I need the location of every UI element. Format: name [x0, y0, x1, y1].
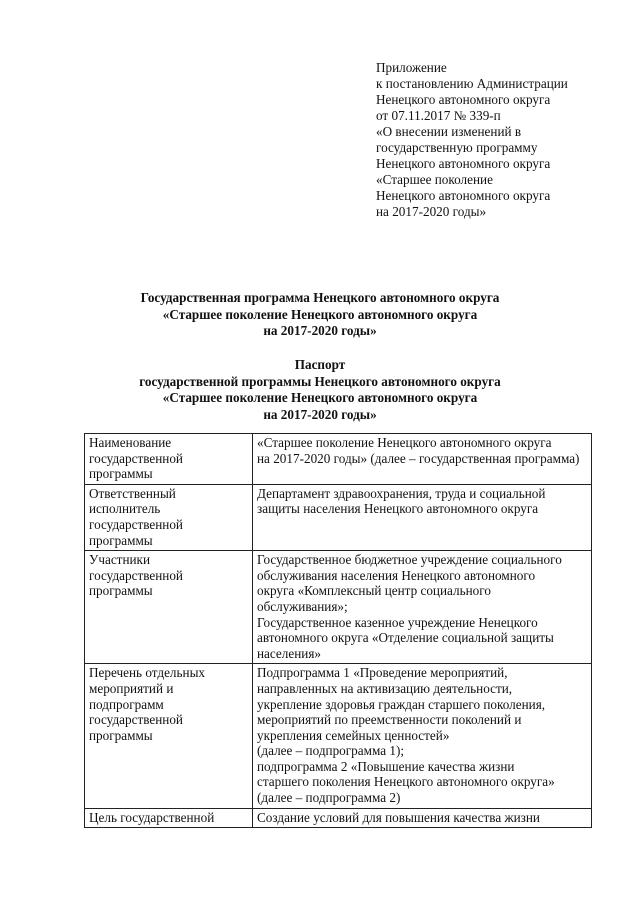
- appendix-line: к постановлению Администрации: [376, 76, 568, 91]
- label-line: программы: [89, 727, 153, 743]
- appendix-line: на 2017-2020 годы»: [376, 204, 487, 219]
- label-line: Наименование: [89, 435, 172, 450]
- value-line: населения»: [257, 645, 321, 661]
- value-line: мероприятий по преемственности поколений и: [257, 712, 522, 728]
- value-line: автономного округа «Отделение социальной защиты: [257, 630, 554, 646]
- appendix-line: государственную программу: [376, 140, 538, 155]
- label-line: Участники: [89, 552, 151, 568]
- appendix-block: [376, 60, 626, 220]
- row-label-cell: [85, 434, 253, 485]
- appendix-line: от 07.11.2017 № 339-п: [376, 108, 501, 123]
- value-line: направленных на активизацию деятельности,: [257, 680, 513, 696]
- appendix-line: «Старшее поколение: [376, 172, 493, 187]
- appendix-line: Ненецкого автономного округа: [376, 188, 551, 203]
- label-line: мероприятий и: [89, 680, 174, 696]
- table-row: [85, 664, 592, 808]
- value-line: укрепления семейных ценностей»: [257, 727, 450, 743]
- value-line: «Старшее поколение Ненецкого автономного округа: [257, 435, 552, 450]
- appendix-line: Ненецкого автономного округа: [376, 92, 551, 107]
- label-line: Ответственный: [89, 485, 176, 501]
- row-label-cell: [85, 551, 253, 664]
- label-line: программы: [89, 466, 153, 482]
- passport-title-line: «Старшее поколение Ненецкого автономного округа: [162, 390, 478, 405]
- passport-title-line: на 2017-2020 годы»: [263, 406, 377, 422]
- table-row: [85, 484, 592, 550]
- label-line: подпрограмм: [89, 696, 164, 712]
- table-row: [85, 551, 592, 664]
- row-label-cell: [85, 664, 253, 808]
- row-value-cell: [253, 808, 592, 828]
- table-row: [85, 434, 592, 485]
- program-title: [60, 290, 580, 340]
- program-title-line: Государственная программа Ненецкого автономного округа: [140, 290, 500, 305]
- label-line: программы: [89, 583, 153, 599]
- value-line: округа «Комплексный центр социального: [257, 583, 491, 599]
- passport-title-line: Паспорт: [294, 357, 346, 372]
- appendix-line: Ненецкого автономного округа: [376, 156, 551, 171]
- value-line: подпрограмма 2 «Повышение качества жизни: [257, 758, 515, 774]
- value-line: старшего поколения Ненецкого автономного округа»: [257, 774, 555, 790]
- passport-table: [84, 433, 592, 828]
- label-line: Цель государственной: [89, 809, 215, 825]
- row-label-cell: [85, 484, 253, 550]
- label-line: исполнитель: [89, 501, 161, 517]
- value-line: на 2017-2020 годы» (далее – государственная программа): [257, 450, 580, 466]
- value-line: Создание условий для повышения качества жизни: [257, 809, 540, 825]
- value-line: Государственное казенное учреждение Ненецкого: [257, 614, 538, 630]
- row-value-cell: [253, 551, 592, 664]
- label-line: государственной: [89, 450, 183, 466]
- program-title-line: «Старшее поколение Ненецкого автономного округа: [162, 306, 478, 322]
- passport-title: [60, 357, 580, 423]
- value-line: (далее – подпрограмма 2): [257, 790, 401, 806]
- label-line: государственной: [89, 712, 183, 728]
- row-label-cell: [85, 808, 253, 828]
- label-line: Перечень отдельных: [89, 665, 206, 681]
- label-line: программы: [89, 532, 153, 548]
- program-title-line: на 2017-2020 годы»: [263, 323, 377, 338]
- row-value-cell: [253, 484, 592, 550]
- value-line: Государственное бюджетное учреждение социального: [257, 552, 562, 568]
- value-line: обслуживания населения Ненецкого автономного: [257, 567, 536, 583]
- value-line: обслуживания»;: [257, 598, 348, 614]
- label-line: государственной: [89, 567, 183, 583]
- row-value-cell: [253, 664, 592, 808]
- appendix-line: Приложение: [376, 60, 447, 75]
- value-line: Подпрограмма 1 «Проведение мероприятий,: [257, 665, 508, 681]
- row-value-cell: [253, 434, 592, 485]
- appendix-line: «О внесении изменений в: [376, 124, 522, 139]
- value-line: (далее – подпрограмма 1);: [257, 743, 405, 759]
- value-line: Департамент здравоохранения, труда и социальной: [257, 485, 546, 501]
- passport-title-line: государственной программы Ненецкого автономного округа: [139, 373, 501, 389]
- table-row: [85, 808, 592, 828]
- value-line: укрепление здоровья граждан старшего поколения,: [257, 696, 546, 712]
- value-line: защиты населения Ненецкого автономного округа: [257, 501, 539, 517]
- label-line: государственной: [89, 516, 183, 532]
